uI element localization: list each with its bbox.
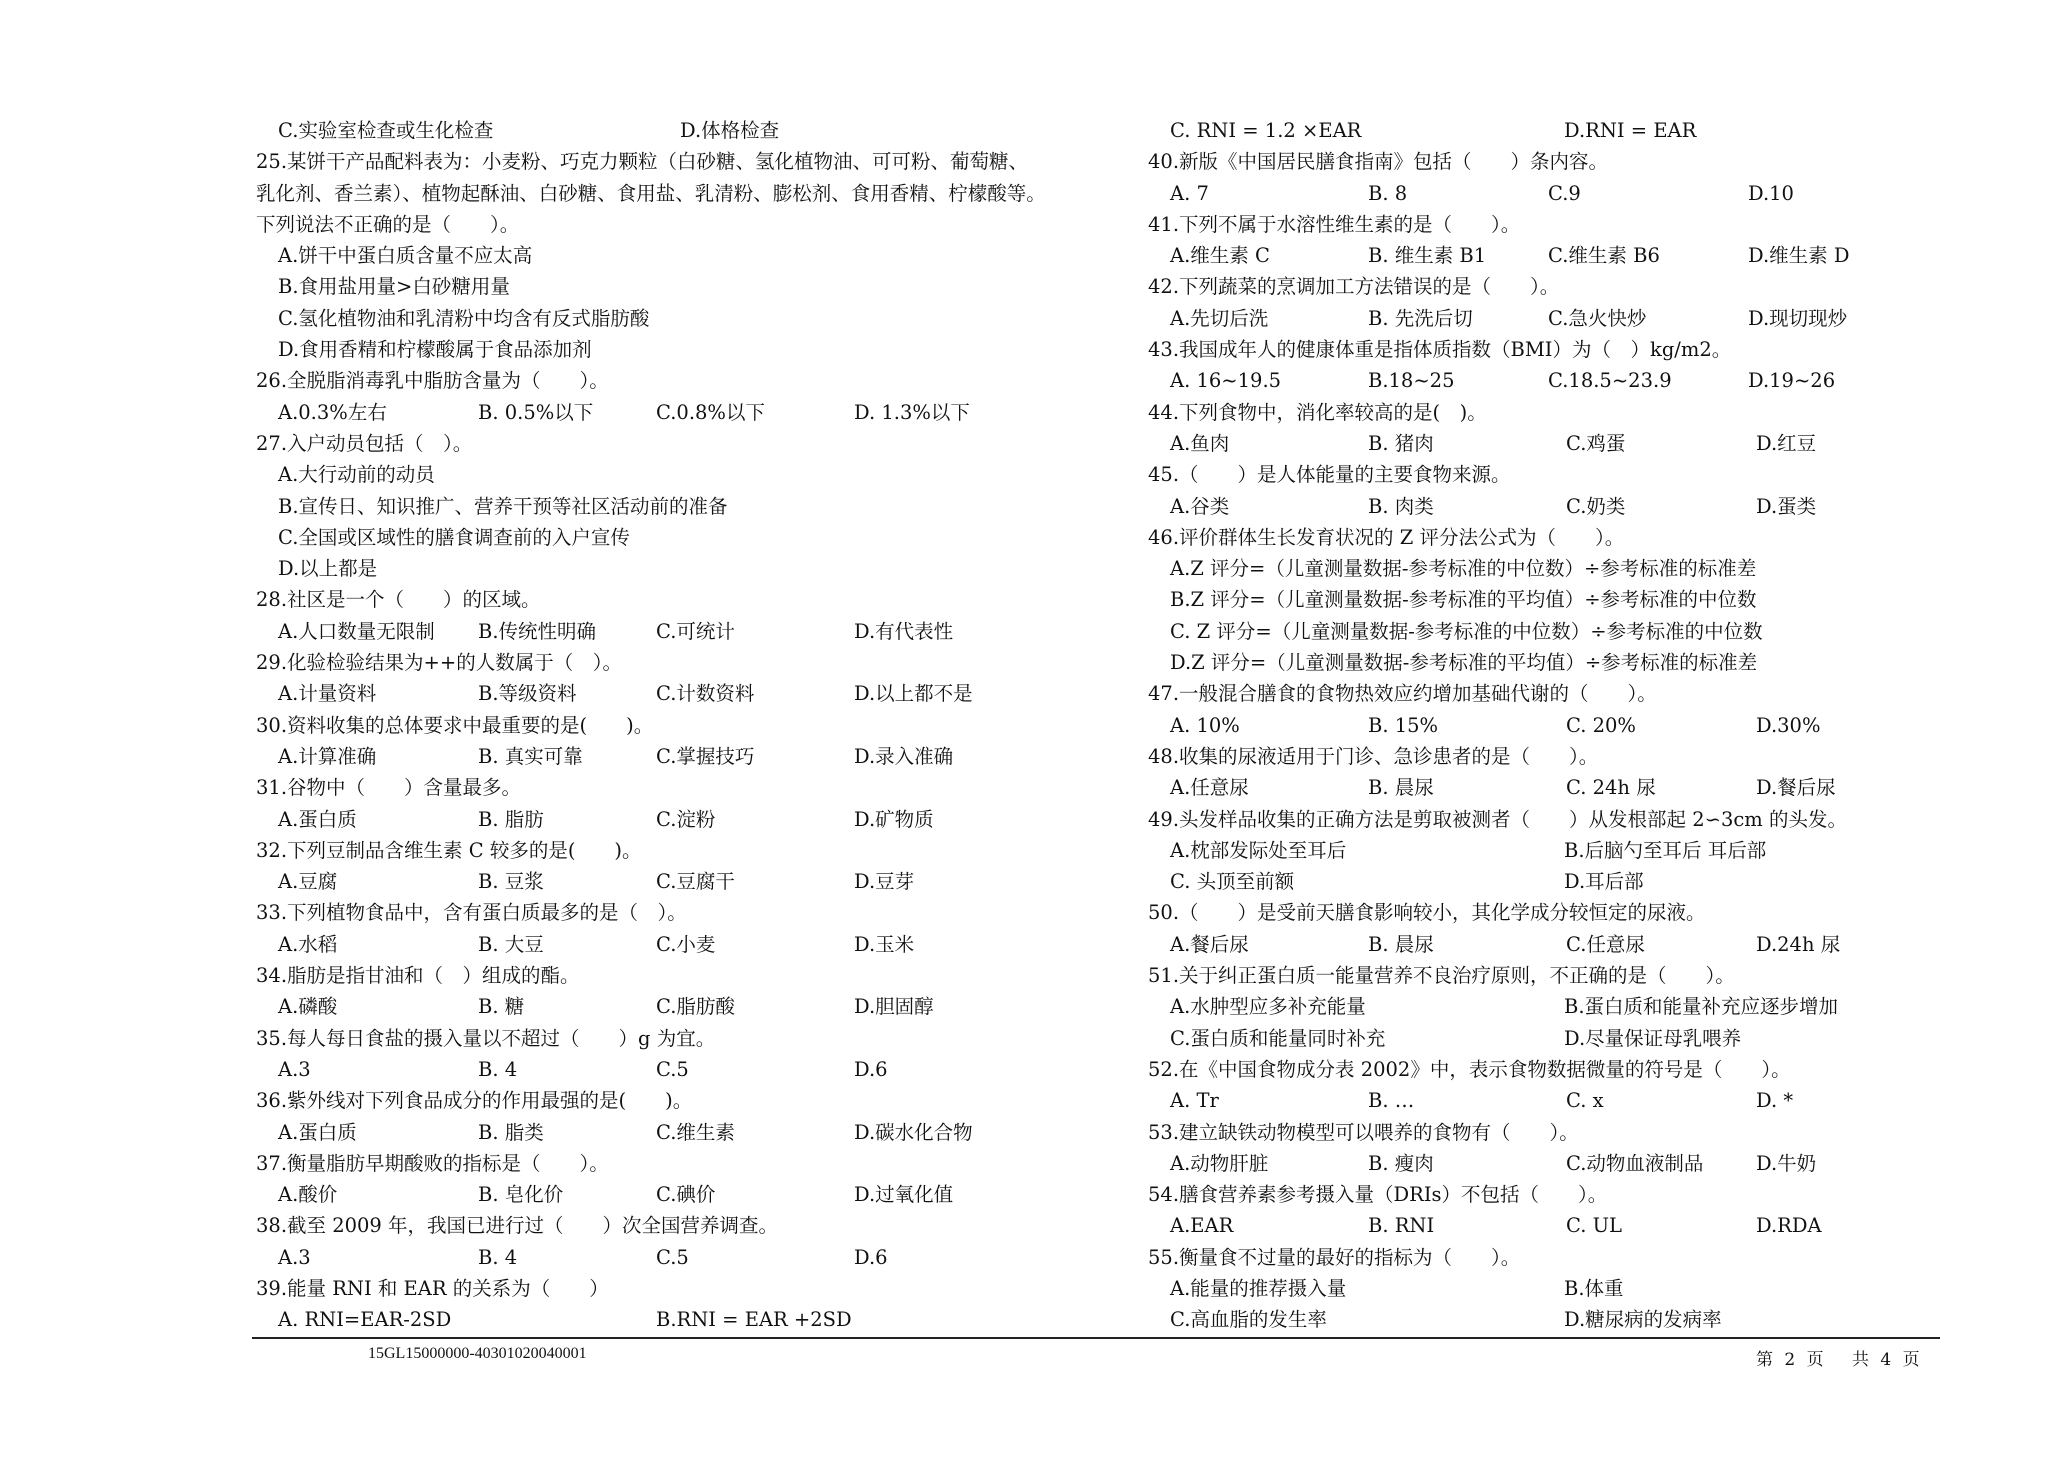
option-b: B. 糖 xyxy=(478,995,525,1019)
question-52-options xyxy=(1148,1085,1948,1116)
option-a: A.谷类 xyxy=(1170,494,1230,518)
question-51: 51.关于纠正蛋白质一能量营养不良治疗原则，不正确的是（ ）。 xyxy=(1148,964,1735,988)
question-51-options-row1 xyxy=(1148,991,1948,1022)
option-b: B. 皂化价 xyxy=(478,1183,564,1207)
option-d: D.RDA xyxy=(1756,1214,1822,1238)
option-a: A.水肿型应多补充能量 xyxy=(1170,995,1366,1019)
option-d: D.矿物质 xyxy=(854,807,934,831)
question-45: 45.（ ）是人体能量的主要食物来源。 xyxy=(1148,463,1511,487)
option-b: B. 肉类 xyxy=(1368,494,1434,518)
question-37: 37.衡量脂肪早期酸败的指标是（ ）。 xyxy=(256,1151,609,1175)
option-d: D.红豆 xyxy=(1756,431,1817,455)
option-b: B. 4 xyxy=(478,1057,518,1081)
question-32: 32.下列豆制品含维生素 C 较多的是( )。 xyxy=(256,838,642,862)
option-c: C. UL xyxy=(1566,1214,1623,1238)
option-b: B. 大豆 xyxy=(478,932,544,956)
page-number: 第 2 页 共 4 页 xyxy=(1756,1350,1920,1370)
option-d: D. * xyxy=(1756,1089,1794,1113)
option-c: C.奶类 xyxy=(1566,494,1626,518)
option-a: A.水稻 xyxy=(278,932,338,956)
option-b: B. … xyxy=(1368,1089,1415,1113)
option-b: B. 豆浆 xyxy=(478,870,544,894)
option-a: A.豆腐 xyxy=(278,870,338,894)
option-a: A.计量资料 xyxy=(278,682,377,706)
option-b: B. 4 xyxy=(478,1245,518,1269)
option-d: D.10 xyxy=(1748,181,1794,205)
option-d: D.碳水化合物 xyxy=(854,1120,973,1144)
left-column xyxy=(256,115,1046,1336)
option-b: B.宣传日、知识推广、营养干预等社区活动前的准备 xyxy=(278,494,728,518)
option-c: C.急火快炒 xyxy=(1548,306,1647,330)
question-50: 50.（ ）是受前天膳食影响较小，其化学成分较恒定的尿液。 xyxy=(1148,901,1706,925)
option-a: A. 10% xyxy=(1170,713,1240,737)
option-d: D.RNI = EAR xyxy=(1564,119,1697,142)
question-30: 30.资料收集的总体要求中最重要的是( )。 xyxy=(256,713,654,737)
option-d: D.耳后部 xyxy=(1564,870,1644,894)
option-b: B.等级资料 xyxy=(478,682,577,706)
option-b: B. 脂肪 xyxy=(478,807,544,831)
question-52: 52.在《中国食物成分表 2002》中，表示食物数据微量的符号是（ ）。 xyxy=(1148,1057,1791,1081)
question-55-options-row1 xyxy=(1148,1273,1948,1304)
question-53: 53.建立缺铁动物模型可以喂养的食物有（ ）。 xyxy=(1148,1120,1579,1144)
question-39-options xyxy=(256,1304,1036,1335)
option-d: D.以上都是 xyxy=(278,557,378,581)
option-a: A.计算准确 xyxy=(278,744,377,768)
question-37-options xyxy=(256,1179,1036,1210)
option-a: A.枕部发际处至耳后 xyxy=(1170,838,1347,862)
option-c: C. 20% xyxy=(1566,713,1636,737)
option-c: C.碘价 xyxy=(656,1183,716,1207)
option-c: C. x xyxy=(1566,1089,1604,1113)
option-a: A.蛋白质 xyxy=(278,807,357,831)
option-d: D.胆固醇 xyxy=(854,995,934,1019)
question-54-options xyxy=(1148,1210,1948,1241)
question-34: 34.脂肪是指甘油和（ ）组成的酯。 xyxy=(256,964,580,988)
question-27: 27.入户动员包括（ ）。 xyxy=(256,431,473,455)
right-column xyxy=(1148,115,1948,1336)
question-25: 25.某饼干产品配料表为：小麦粉、巧克力颗粒（白砂糖、氢化植物油、可可粉、葡萄糖、乳化剂、香兰素）、植物起酥油、白砂糖、食用盐、乳清粉、膨松剂、食用香精、柠檬酸等。下列说法不正确的是（ ）。 xyxy=(256,150,1046,236)
question-36: 36.紫外线对下列食品成分的作用最强的是( )。 xyxy=(256,1089,693,1113)
question-43: 43.我国成年人的健康体重是指体质指数（BMI）为（ ）kg/m2。 xyxy=(1148,338,1732,362)
option-d: D.过氧化值 xyxy=(854,1183,954,1207)
question-47: 47.一般混合膳食的食物热效应约增加基础代谢的（ ）。 xyxy=(1148,682,1657,706)
option-b: B. 真实可靠 xyxy=(478,744,583,768)
question-28: 28.社区是一个（ ）的区域。 xyxy=(256,588,541,612)
option-d: D.30% xyxy=(1756,713,1821,737)
option-a: A.蛋白质 xyxy=(278,1120,357,1144)
option-d: D.Z 评分=（儿童测量数据-参考标准的平均值）÷参考标准的标准差 xyxy=(1170,651,1758,675)
question-48: 48.收集的尿液适用于门诊、急诊患者的是（ ）。 xyxy=(1148,744,1599,768)
option-c: C.18.5~23.9 xyxy=(1548,369,1672,393)
option-d: D.有代表性 xyxy=(854,619,954,643)
question-26-options xyxy=(256,397,1036,428)
option-c: C.5 xyxy=(656,1057,689,1081)
option-a: A.鱼肉 xyxy=(1170,431,1230,455)
option-c: C. RNI = 1.2 ×EAR xyxy=(1170,119,1362,142)
question-48-options xyxy=(1148,772,1948,803)
option-c: C.全国或区域性的膳食调查前的入户宣传 xyxy=(278,525,630,549)
question-29-options xyxy=(256,678,1036,709)
option-a: A.EAR xyxy=(1170,1214,1234,1238)
option-c: C. 24h 尿 xyxy=(1566,776,1656,800)
option-d: D.现切现炒 xyxy=(1748,306,1848,330)
option-d: D.维生素 D xyxy=(1748,244,1850,268)
option-b: B.18~25 xyxy=(1368,369,1455,393)
question-33-options xyxy=(256,929,1036,960)
option-d: D.体格检查 xyxy=(680,119,780,142)
question-50-options xyxy=(1148,929,1948,960)
option-a: A. Tr xyxy=(1170,1089,1219,1113)
option-d: D.玉米 xyxy=(854,932,915,956)
question-40-options xyxy=(1148,178,1948,209)
option-b: B.后脑勺至耳后 耳后部 xyxy=(1564,838,1767,862)
question-55-options-row2 xyxy=(1148,1304,1948,1335)
option-d: D.6 xyxy=(854,1245,888,1269)
option-d: D.以上都不是 xyxy=(854,682,973,706)
option-b: B.食用盐用量>白砂糖用量 xyxy=(278,275,510,299)
option-a: A.3 xyxy=(278,1057,311,1081)
option-a: A.酸价 xyxy=(278,1183,338,1207)
option-a: A.能量的推荐摄入量 xyxy=(1170,1276,1347,1300)
option-d: D.牛奶 xyxy=(1756,1151,1817,1175)
option-a: A. 7 xyxy=(1170,181,1209,205)
option-b: B. 猪肉 xyxy=(1368,431,1434,455)
option-c: C.高血脂的发生率 xyxy=(1170,1308,1327,1332)
option-b: B. 脂类 xyxy=(478,1120,544,1144)
question-38: 38.截至 2009 年，我国已进行过（ ）次全国营养调查。 xyxy=(256,1214,779,1238)
option-c: C.蛋白质和能量同时补充 xyxy=(1170,1026,1386,1050)
question-55: 55.衡量食不过量的最好的指标为（ ）。 xyxy=(1148,1245,1521,1269)
option-a: A.3 xyxy=(278,1245,311,1269)
option-c: C.维生素 B6 xyxy=(1548,244,1660,268)
option-d: D.录入准确 xyxy=(854,744,954,768)
question-30-options xyxy=(256,741,1036,772)
option-c: C.豆腐干 xyxy=(656,870,735,894)
question-40: 40.新版《中国居民膳食指南》包括（ ）条内容。 xyxy=(1148,150,1609,174)
option-d: D.糖尿病的发病率 xyxy=(1564,1308,1722,1332)
option-c: C.5 xyxy=(656,1245,689,1269)
question-29: 29.化验检验结果为++的人数属于（ ）。 xyxy=(256,651,622,675)
question-44: 44.下列食物中，消化率较高的是( )。 xyxy=(1148,400,1487,424)
option-c: C.0.8%以下 xyxy=(656,400,765,424)
question-54: 54.膳食营养素参考摄入量（DRIs）不包括（ ）。 xyxy=(1148,1183,1608,1207)
option-c: C.淀粉 xyxy=(656,807,716,831)
option-a: A.磷酸 xyxy=(278,995,338,1019)
question-35: 35.每人每日食盐的摄入量以不超过（ ）g 为宜。 xyxy=(256,1026,716,1050)
question-42: 42.下列蔬菜的烹调加工方法错误的是（ ）。 xyxy=(1148,275,1560,299)
option-c: C.动物血液制品 xyxy=(1566,1151,1704,1175)
option-b: B. 瘦肉 xyxy=(1368,1151,1434,1175)
question-53-options xyxy=(1148,1148,1948,1179)
question-46: 46.评价群体生长发育状况的 Z 评分法公式为（ ）。 xyxy=(1148,525,1625,549)
question-49-options-row1 xyxy=(1148,835,1948,866)
option-c: C.脂肪酸 xyxy=(656,995,735,1019)
option-b: B. 先洗后切 xyxy=(1368,306,1473,330)
option-b: B.蛋白质和能量补充应逐步增加 xyxy=(1564,995,1839,1019)
option-c: C. Z 评分=（儿童测量数据-参考标准的中位数）÷参考标准的中位数 xyxy=(1170,619,1763,643)
option-a: A.人口数量无限制 xyxy=(278,619,435,643)
option-a: A.餐后尿 xyxy=(1170,932,1249,956)
option-c: C.任意尿 xyxy=(1566,932,1645,956)
question-24-options xyxy=(256,115,1036,146)
option-d: D.豆芽 xyxy=(854,870,915,894)
option-c: C.氢化植物油和乳清粉中均含有反式脂肪酸 xyxy=(278,306,650,330)
option-d: D.24h 尿 xyxy=(1756,932,1841,956)
question-51-options-row2 xyxy=(1148,1023,1948,1054)
question-26: 26.全脱脂消毒乳中脂肪含量为（ ）。 xyxy=(256,369,609,393)
option-c: C.实验室检查或生化检查 xyxy=(278,119,494,142)
option-c: C.鸡蛋 xyxy=(1566,431,1626,455)
option-b: B.体重 xyxy=(1564,1276,1624,1300)
question-35-options xyxy=(256,1054,1036,1085)
question-49: 49.头发样品收集的正确方法是剪取被测者（ ）从发根部起 2∽3cm 的头发。 xyxy=(1148,807,1847,831)
option-d: D.6 xyxy=(854,1057,888,1081)
question-43-options xyxy=(1148,365,1948,396)
option-a: A.大行动前的动员 xyxy=(278,463,435,487)
footer-divider xyxy=(252,1337,1940,1339)
option-d: D.19~26 xyxy=(1748,369,1836,393)
option-c: C.计数资料 xyxy=(656,682,755,706)
question-39-options-cont xyxy=(1148,115,1948,146)
option-d: D.餐后尿 xyxy=(1756,776,1836,800)
question-41-options xyxy=(1148,240,1948,271)
option-b: B.传统性明确 xyxy=(478,619,597,643)
question-36-options xyxy=(256,1117,1036,1148)
option-a: A.任意尿 xyxy=(1170,776,1249,800)
option-b: B. 晨尿 xyxy=(1368,776,1434,800)
option-a: A. RNI=EAR-2SD xyxy=(278,1308,452,1332)
option-d: D.蛋类 xyxy=(1756,494,1817,518)
option-a: A.Z 评分=（儿童测量数据-参考标准的中位数）÷参考标准的标准差 xyxy=(1170,557,1757,581)
question-38-options xyxy=(256,1242,1036,1273)
option-a: A.先切后洗 xyxy=(1170,306,1269,330)
question-31-options xyxy=(256,804,1036,835)
question-42-options xyxy=(1148,303,1948,334)
option-a: A.饼干中蛋白质含量不应太高 xyxy=(278,244,533,268)
question-47-options xyxy=(1148,710,1948,741)
option-a: A.动物肝脏 xyxy=(1170,1151,1269,1175)
option-a: A.维生素 C xyxy=(1170,244,1270,268)
question-41: 41.下列不属于水溶性维生素的是（ ）。 xyxy=(1148,212,1521,236)
question-39: 39.能量 RNI 和 EAR 的关系为（ ） xyxy=(256,1276,609,1300)
option-b: B. 8 xyxy=(1368,181,1408,205)
option-b: B. 晨尿 xyxy=(1368,932,1434,956)
option-c: C. 头顶至前额 xyxy=(1170,870,1295,894)
option-d: D.食用香精和柠檬酸属于食品添加剂 xyxy=(278,338,592,362)
option-c: C.9 xyxy=(1548,181,1581,205)
option-d: D.尽量保证母乳喂养 xyxy=(1564,1026,1742,1050)
option-b: B.Z 评分=（儿童测量数据-参考标准的平均值）÷参考标准的中位数 xyxy=(1170,588,1757,612)
question-28-options xyxy=(256,616,1036,647)
option-b: B.RNI = EAR +2SD xyxy=(656,1308,852,1332)
question-32-options xyxy=(256,866,1036,897)
option-b: B. 15% xyxy=(1368,713,1439,737)
option-a: A. 16~19.5 xyxy=(1170,369,1282,393)
question-45-options xyxy=(1148,491,1948,522)
option-b: B. 0.5%以下 xyxy=(478,400,594,424)
question-44-options xyxy=(1148,428,1948,459)
option-d: D. 1.3%以下 xyxy=(854,400,970,424)
option-b: B. 维生素 B1 xyxy=(1368,244,1487,268)
document-code: 15GL15000000-40301020040001 xyxy=(368,1345,587,1362)
option-c: C.小麦 xyxy=(656,932,716,956)
option-c: C.可统计 xyxy=(656,619,735,643)
question-33: 33.下列植物食品中，含有蛋白质最多的是（ ）。 xyxy=(256,901,687,925)
question-31: 31.谷物中（ ）含量最多。 xyxy=(256,776,522,800)
option-c: C.维生素 xyxy=(656,1120,735,1144)
option-a: A.0.3%左右 xyxy=(278,400,387,424)
question-49-options-row2 xyxy=(1148,866,1948,897)
option-b: B. RNI xyxy=(1368,1214,1435,1238)
option-c: C.掌握技巧 xyxy=(656,744,755,768)
question-34-options xyxy=(256,991,1036,1022)
